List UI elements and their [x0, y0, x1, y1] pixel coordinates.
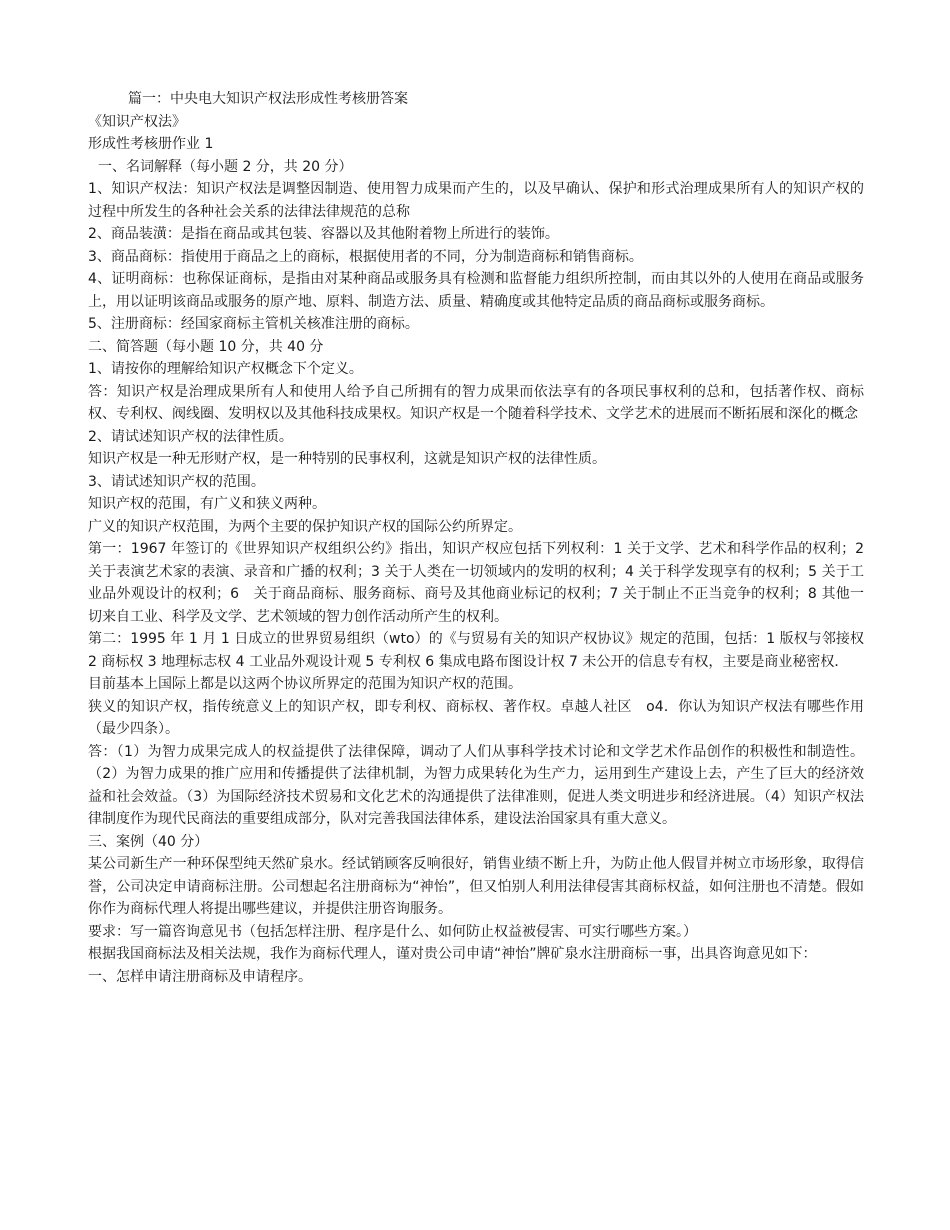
paragraph: 根据我国商标法及相关法规，我作为商标代理人，谨对贵公司申请“神怡”牌矿泉水注册商标一事，出具咨询意见如下：	[88, 946, 817, 962]
section-heading: 二、简答题（每小题 10 分，共 40 分	[88, 338, 324, 355]
paragraph: 2、请试述知识产权的法律性质。	[88, 428, 293, 445]
section-heading: 一、名词解释（每小题 2 分，共 20 分）	[98, 158, 353, 175]
paragraph: 狭义的知识产权，指传统意义上的知识产权，即专利权、商标权、著作权。卓越人社区 o4．你认为知识产权法有哪些作用（最少四条）。	[88, 698, 864, 737]
paragraph: 4、证明商标：也称保证商标，是指由对某种商品或服务具有检测和监督能力组织所控制，而由其以外的人使用在商品或服务上，用以证明该商品或服务的原产地、原料、制造方法、质量、精确度或其他特定品质的商品商标或服务商标。	[88, 271, 864, 310]
paragraph: 第二：1995 年 1 月 1 日成立的世界贸易组织（wto）的《与贸易有关的知识产权协议》规定的范围，包括：1 版权与邻接权 2 商标权 3 地理标志权 4 工业品外观设计观 5 专利权 6 集成电路布图设计权 7 未公开的信息专有权，主要是商业秘密权．	[88, 631, 864, 670]
book-title: 《知识产权法》	[88, 113, 186, 130]
paragraph: 一、怎样申请注册商标及申请程序。	[88, 968, 312, 985]
document-title: 篇一：中央电大知识产权法形成性考核册答案	[128, 91, 408, 107]
paragraph: 某公司新生产一种环保型纯天然矿泉水。经试销顾客反响很好，销售业绩不断上升，为防止他人假冒并树立市场形象，取得信誉，公司决定申请商标注册。公司想起名注册商标为“神怡”，但又怕别人利用法律侵害其商标权益，如何注册也不清楚。假如你作为商标代理人将提出哪些建议，并提供注册咨询服务。	[88, 856, 864, 917]
assignment-title: 形成性考核册作业 1	[88, 136, 214, 152]
paragraph: 知识产权是一种无形财产权，是一种特别的民事权利，这就是知识产权的法律性质。	[88, 451, 606, 467]
document-page	[88, 88, 864, 988]
paragraph: 知识产权的范围，有广义和狭义两种。	[88, 496, 326, 512]
paragraph: 3、商品商标：指使用于商品之上的商标，根据使用者的不同，分为制造商标和销售商标。	[88, 248, 643, 265]
paragraph: 广义的知识产权范围，为两个主要的保护知识产权的国际公约所界定。	[88, 518, 522, 535]
paragraph: 1、请按你的理解给知识产权概念下个定义。	[88, 361, 363, 377]
paragraph: 1、知识产权法：知识产权法是调整因制造、使用智力成果而产生的，以及早确认、保护和形式治理成果所有人的知识产权的过程中所发生的各种社会关系的法律法律规范的总称	[88, 181, 864, 220]
section-heading: 三、案例（40 分）	[88, 833, 209, 850]
paragraph: 3、请试述知识产权的范围。	[88, 473, 265, 490]
paragraph: 5、注册商标：经国家商标主管机关核准注册的商标。	[88, 316, 419, 332]
paragraph: 第一：1967 年签订的《世界知识产权组织公约》指出，知识产权应包括下列权利：1 关于文学、艺术和科学作品的权利；2 关于表演艺术家的表演、录音和广播的权利；3 关于人类在一切领域内的发明的权利；4 关于科学发现享有的权利；5 关于工业品外观设计的权利；6 关于商品商标、服务商标、商号及其他商业标记的权利；7 关于制止不正当竞争的权利；8 其他一切来自工业、科学及文学、艺术领域的智力创作活动所产生的权利。	[88, 541, 864, 625]
paragraph: 2、商品装潢：是指在商品或其包装、容器以及其他附着物上所进行的装饰。	[88, 226, 559, 242]
paragraph: 答：（1）为智力成果完成人的权益提供了法律保障，调动了人们从事科学技术讨论和文学艺术作品创作的积极性和制造性。（2）为智力成果的推广应用和传播提供了法律机制，为智力成果转化为生产力，运用到生产建设上去，产生了巨大的经济效益和社会效益。（3）为国际经济技术贸易和文化艺术的沟通提供了法律准则，促进人类文明进步和经济进展。（4）知识产权法律制度作为现代民商法的重要组成部分，队对完善我国法律体系，建设法治国家具有重大意义。	[88, 743, 864, 827]
paragraph: 要求：写一篇咨询意见书（包括怎样注册、程序是什么、如何防止权益被侵害、可实行哪些方案。）	[88, 923, 697, 940]
paragraph: 答：知识产权是治理成果所有人和使用人给予自己所拥有的智力成果而依法享有的各项民事权利的总和，包括著作权、商标权、专利权、阀线圈、发明权以及其他科技成果权。知识产权是一个随着科学技术、文学艺术的进展而不断拓展和深化的概念	[88, 383, 864, 422]
paragraph: 目前基本上国际上都是以这两个协议所界定的范围为知识产权的范围。	[88, 676, 522, 692]
